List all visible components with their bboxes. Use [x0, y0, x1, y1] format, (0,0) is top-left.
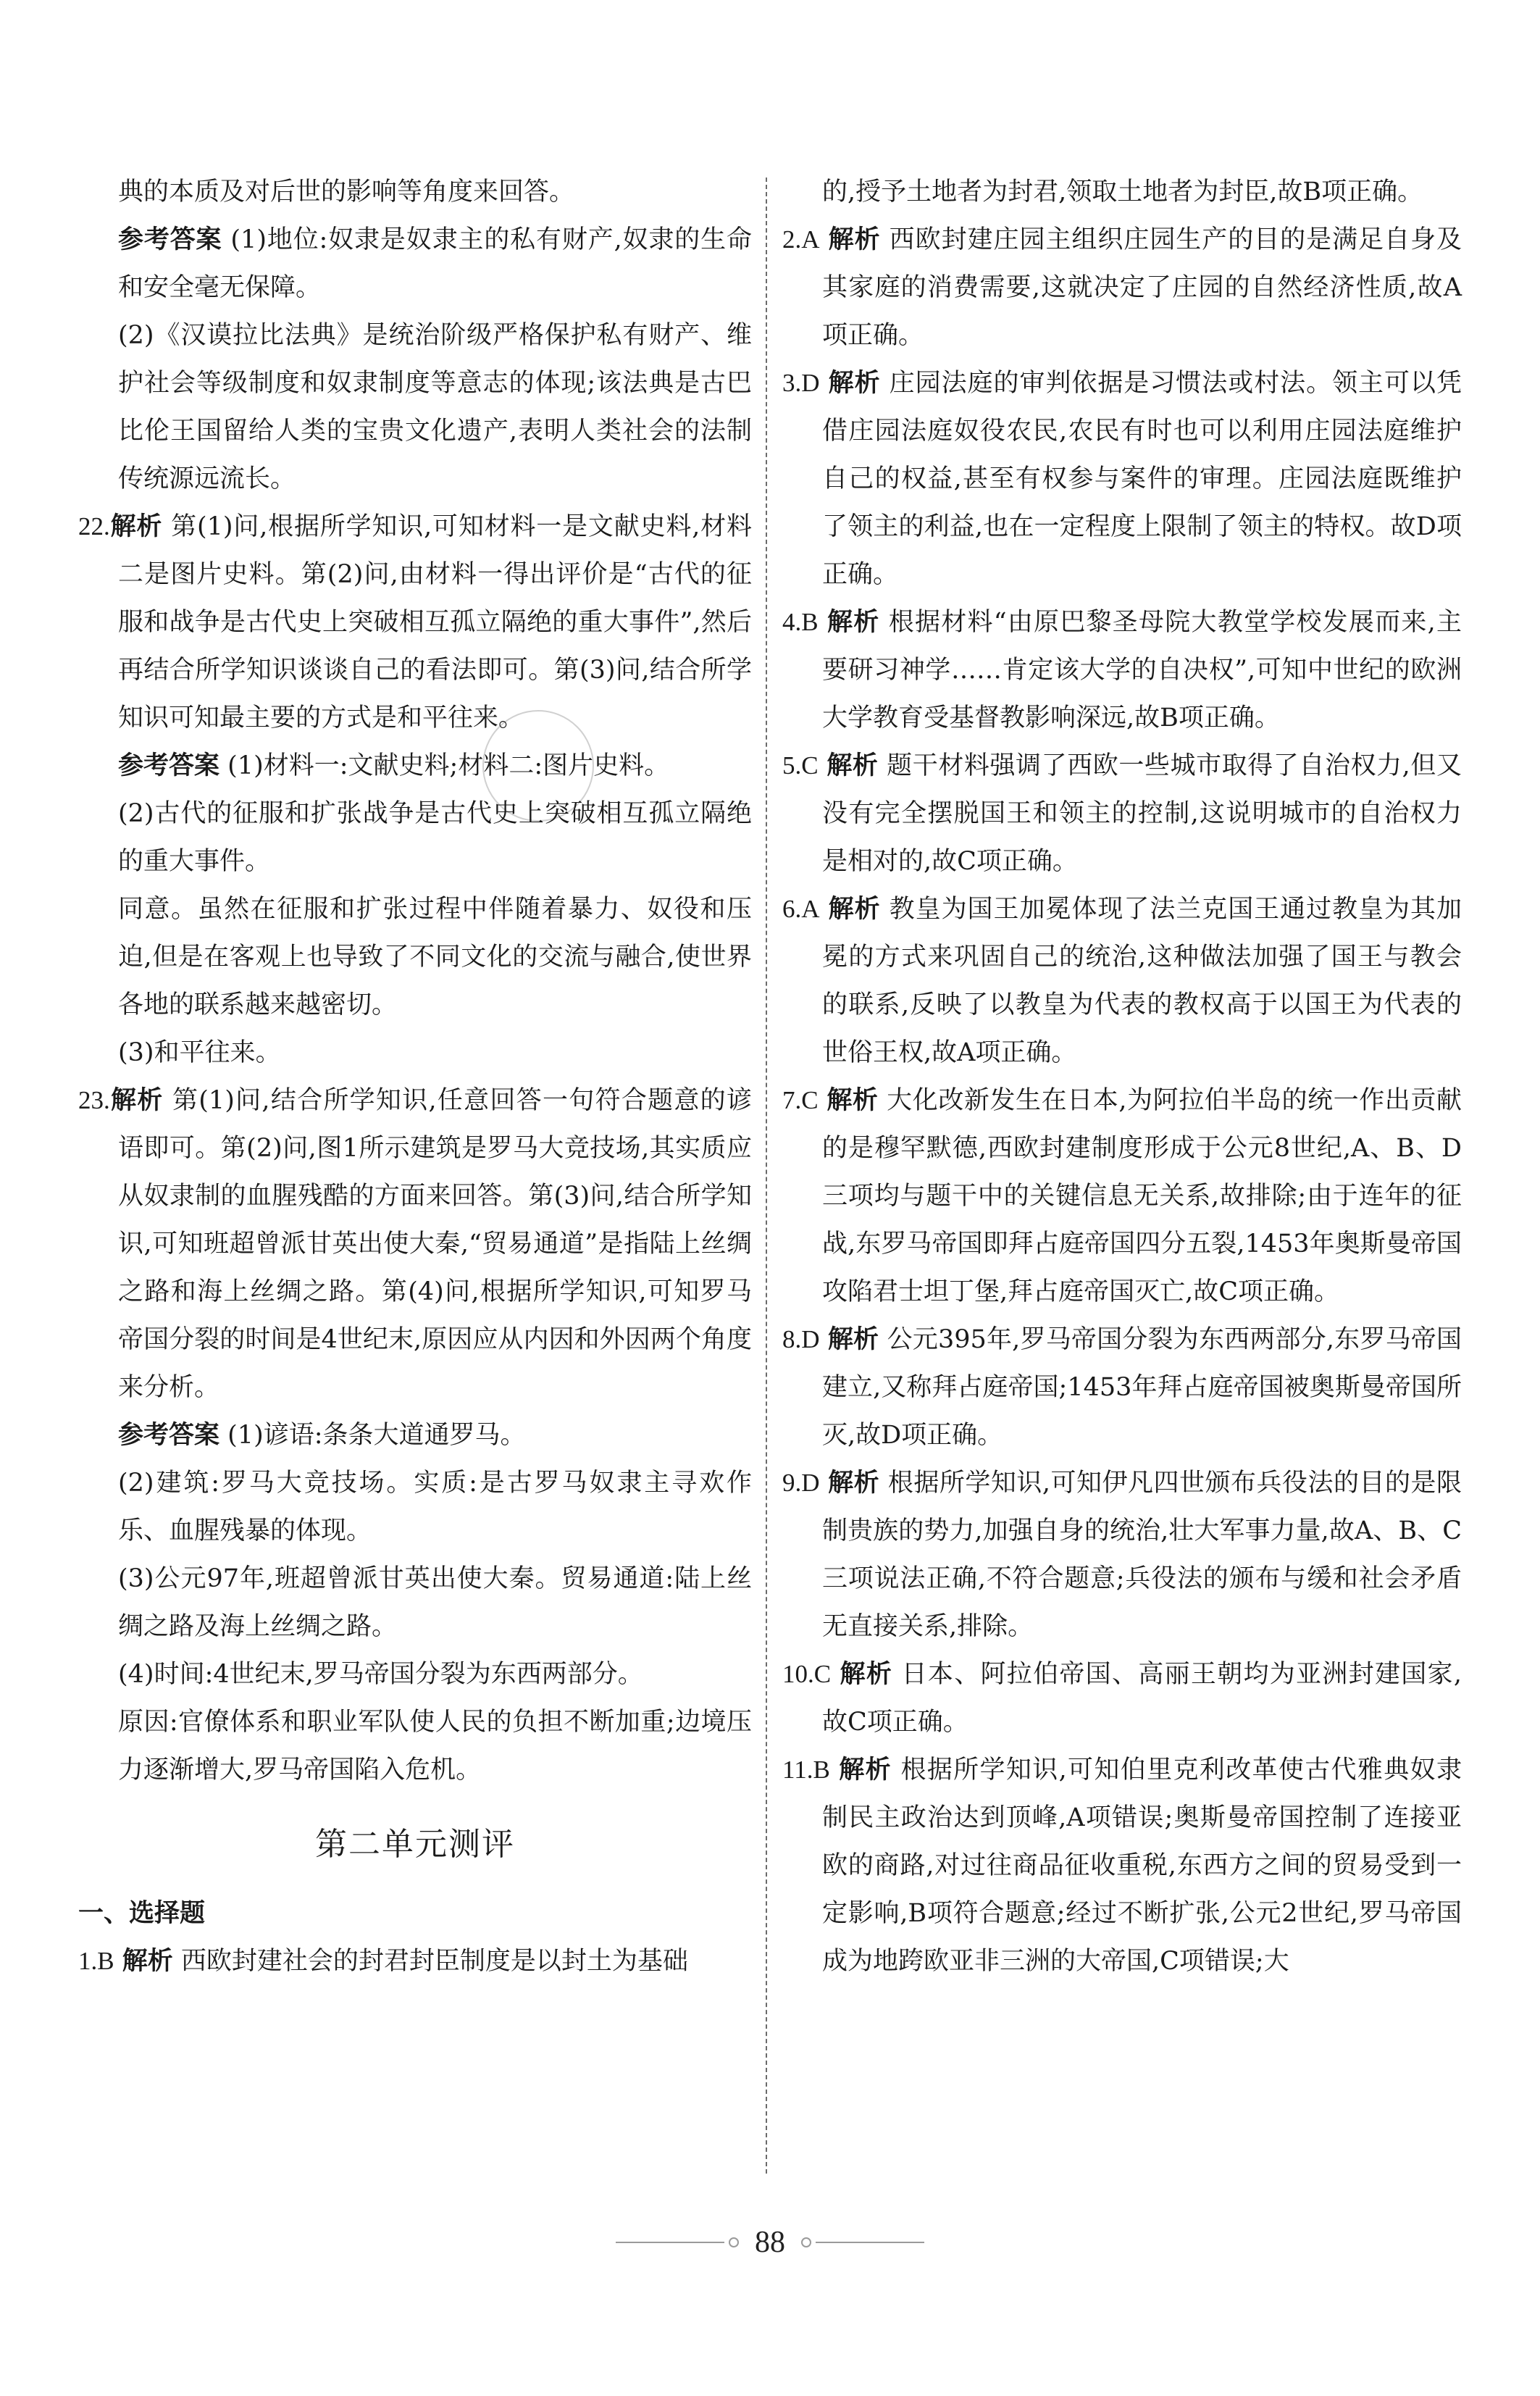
section-heading: 一、选择题	[78, 1899, 206, 1928]
page-number: 88	[755, 2226, 785, 2259]
answer-item	[782, 1316, 1462, 1459]
answer-number: 2.A	[782, 225, 820, 254]
answer-number: 8.D	[782, 1325, 820, 1353]
left-column	[78, 168, 752, 1985]
answer-text: 大化改新发生在日本,为阿拉伯半岛的统一作出贡献的是穆罕默德,西欧封建制度形成于公元8世纪,A、B、D三项均与题干中的关键信息无关系,故排除;由于连年的征战,东罗马帝国即拜占庭帝国四分五裂,1453年奥斯曼帝国攻陷君士坦丁堡,拜占庭帝国灭亡,故C项正确。	[822, 1086, 1462, 1306]
paragraph: (2)古代的征服和扩张战争是古代史上突破相互孤立隔绝的重大事件。	[118, 799, 752, 876]
analysis-label: 解析	[828, 225, 881, 254]
answer-label: 参考答案	[118, 1421, 220, 1450]
right-column	[782, 168, 1462, 1985]
answer-item	[782, 359, 1462, 598]
answer-item	[782, 216, 1462, 359]
paragraph: (3)公元97年,班超曾派甘英出使大秦。贸易通道:陆上丝绸之路及海上丝绸之路。	[118, 1564, 752, 1641]
analysis-label: 解析	[827, 608, 880, 637]
analysis-label: 解析	[828, 1469, 880, 1498]
paragraph: (4)时间:4世纪末,罗马帝国分裂为东西两部分。	[118, 1660, 643, 1689]
paragraph: (2)《汉谟拉比法典》是统治阶级严格保护私有财产、维护社会等级制度和奴隶制度等意志的体现;该法典是古巴比伦王国留给人类的宝贵文化遗产,表明人类社会的法制传统源远流长。	[118, 321, 752, 493]
analysis-label: 解析	[109, 1086, 164, 1115]
footer-dot-right	[801, 2237, 811, 2247]
paragraph: 典的本质及对后世的影响等角度来回答。	[118, 178, 575, 206]
analysis-label: 解析	[828, 369, 881, 398]
question-22: 22.解析 第(1)问,根据所学知识,可知材料一是文献史料,材料二是图片史料。第(2)问,由材料一得出评价是“古代的征服和战争是古代史上突破相互孤立隔绝的重大事件”,然后再结合所学知识谈谈自己的看法即可。第(3)问,结合所学知识可知最主要的方式是和平往来。	[78, 512, 752, 732]
answer-item	[782, 742, 1462, 885]
answer-item	[782, 1077, 1462, 1316]
answer-item	[782, 598, 1462, 742]
answer-number: 7.C	[782, 1086, 819, 1114]
footer-rule-left	[616, 2242, 724, 2243]
paragraph: 参考答案 (1)地位:奴隶是奴隶主的私有财产,奴隶的生命和安全毫无保障。	[118, 225, 752, 302]
paragraph: 参考答案 (1)谚语:条条大道通罗马。	[118, 1421, 526, 1450]
analysis-label: 解析	[828, 895, 881, 924]
paragraph: 的,授予土地者为封君,领取土地者为封臣,故B项正确。	[822, 178, 1423, 206]
column-divider	[766, 178, 767, 2174]
paragraph: (2)建筑:罗马大竞技场。实质:是古罗马奴隶主寻欢作乐、血腥残暴的体现。	[118, 1469, 752, 1545]
answer-number: 6.A	[782, 895, 820, 923]
analysis-label: 解析	[840, 1660, 893, 1689]
answer-label: 参考答案	[118, 751, 220, 780]
analysis-label: 解析	[122, 1947, 173, 1976]
answer-number: 10.C	[782, 1660, 832, 1688]
paragraph: (3)和平往来。	[118, 1038, 281, 1067]
answer-text: 教皇为国王加冕体现了法兰克国王通过教皇为其加冕的方式来巩固自己的统治,这种做法加强了国王与教会的联系,反映了以教皇为代表的教权高于以国王为代表的世俗王权,故A项正确。	[822, 895, 1462, 1067]
question-1: 1.B 解析 西欧封建社会的封君封臣制度是以封土为基础	[78, 1947, 688, 1976]
paragraph: 同意。虽然在征服和扩张过程中伴随着暴力、奴役和压迫,但是在客观上也导致了不同文化的交流与融合,使世界各地的联系越来越密切。	[118, 895, 752, 1019]
answer-number: 5.C	[782, 751, 819, 780]
analysis-label: 解析	[839, 1756, 892, 1785]
answer-text: 根据所学知识,可知伯里克利改革使古代雅典奴隶制民主政治达到顶峰,A项错误;奥斯曼帝国控制了连接亚欧的商路,对过往商品征收重税,东西方之间的贸易受到一定影响,B项符合题意;经过不断扩张,公元2世纪,罗马帝国成为地跨欧亚非三洲的大帝国,C项错误;大	[822, 1756, 1462, 1976]
answer-label: 参考答案	[118, 225, 222, 254]
answer-text: 庄园法庭的审判依据是习惯法或村法。领主可以凭借庄园法庭奴役农民,农民有时也可以利用庄园法庭维护自己的权益,甚至有权参与案件的审理。庄园法庭既维护了领主的利益,也在一定程度上限制了领主的特权。故D项正确。	[822, 369, 1462, 589]
answer-text: 根据所学知识,可知伊凡四世颁布兵役法的目的是限制贵族的势力,加强自身的统治,壮大军事力量,故A、B、C三项说法正确,不符合题意;兵役法的颁布与缓和社会矛盾无直接关系,排除。	[822, 1469, 1462, 1641]
footer-dot-left	[729, 2237, 739, 2247]
answer-item	[782, 1746, 1462, 1985]
answer-text: 题干材料强调了西欧一些城市取得了自治权力,但又没有完全摆脱国王和领主的控制,这说明城市的自治权力是相对的,故C项正确。	[822, 751, 1462, 876]
answer-number: 4.B	[782, 608, 819, 636]
answer-number: 9.D	[782, 1469, 820, 1497]
answer-text: 西欧封建庄园主组织庄园生产的目的是满足自身及其家庭的消费需要,这就决定了庄园的自然经济性质,故A项正确。	[822, 225, 1462, 350]
answer-list	[782, 216, 1462, 1985]
answer-item	[782, 1459, 1462, 1650]
answer-number: 11.B	[782, 1756, 830, 1784]
question-23: 23.解析 第(1)问,结合所学知识,任意回答一句符合题意的谚语即可。第(2)问,图1所示建筑是罗马大竞技场,其实质应从奴隶制的血腥残酷的方面来回答。第(3)问,结合所学知识,可知班超曾派甘英出使大秦,“贸易通道”是指陆上丝绸之路和海上丝绸之路。第(4)问,根据所学知识,可知罗马帝国分裂的时间是4世纪末,原因应从内因和外因两个角度来分析。	[78, 1086, 752, 1402]
answer-text: 根据材料“由原巴黎圣母院大教堂学校发展而来,主要研习神学……肯定该大学的自决权”,可知中世纪的欧洲大学教育受基督教影响深远,故B项正确。	[822, 608, 1462, 732]
analysis-label: 解析	[827, 1086, 879, 1115]
footer-rule-right	[816, 2242, 924, 2243]
answer-number: 3.D	[782, 369, 820, 397]
answer-text: 公元395年,罗马帝国分裂为东西两部分,东罗马帝国建立,又称拜占庭帝国;1453年拜占庭帝国被奥斯曼帝国所灭,故D项正确。	[822, 1325, 1462, 1450]
answer-item	[782, 885, 1462, 1077]
answer-text: 日本、阿拉伯帝国、高丽王朝均为亚洲封建国家,故C项正确。	[822, 1660, 1462, 1737]
answer-item	[782, 1650, 1462, 1746]
paragraph: 参考答案 (1)材料一:文献史料;材料二:图片史料。	[118, 751, 670, 780]
unit-title: 第二单元测评	[315, 1826, 515, 1863]
analysis-label: 解析	[827, 751, 879, 780]
paragraph: 原因:官僚体系和职业军队使人民的负担不断加重;边境压力逐渐增大,罗马帝国陷入危机。	[118, 1708, 752, 1785]
page-footer	[0, 2221, 1540, 2264]
analysis-label: 解析	[827, 1325, 879, 1354]
analysis-label: 解析	[109, 512, 163, 541]
